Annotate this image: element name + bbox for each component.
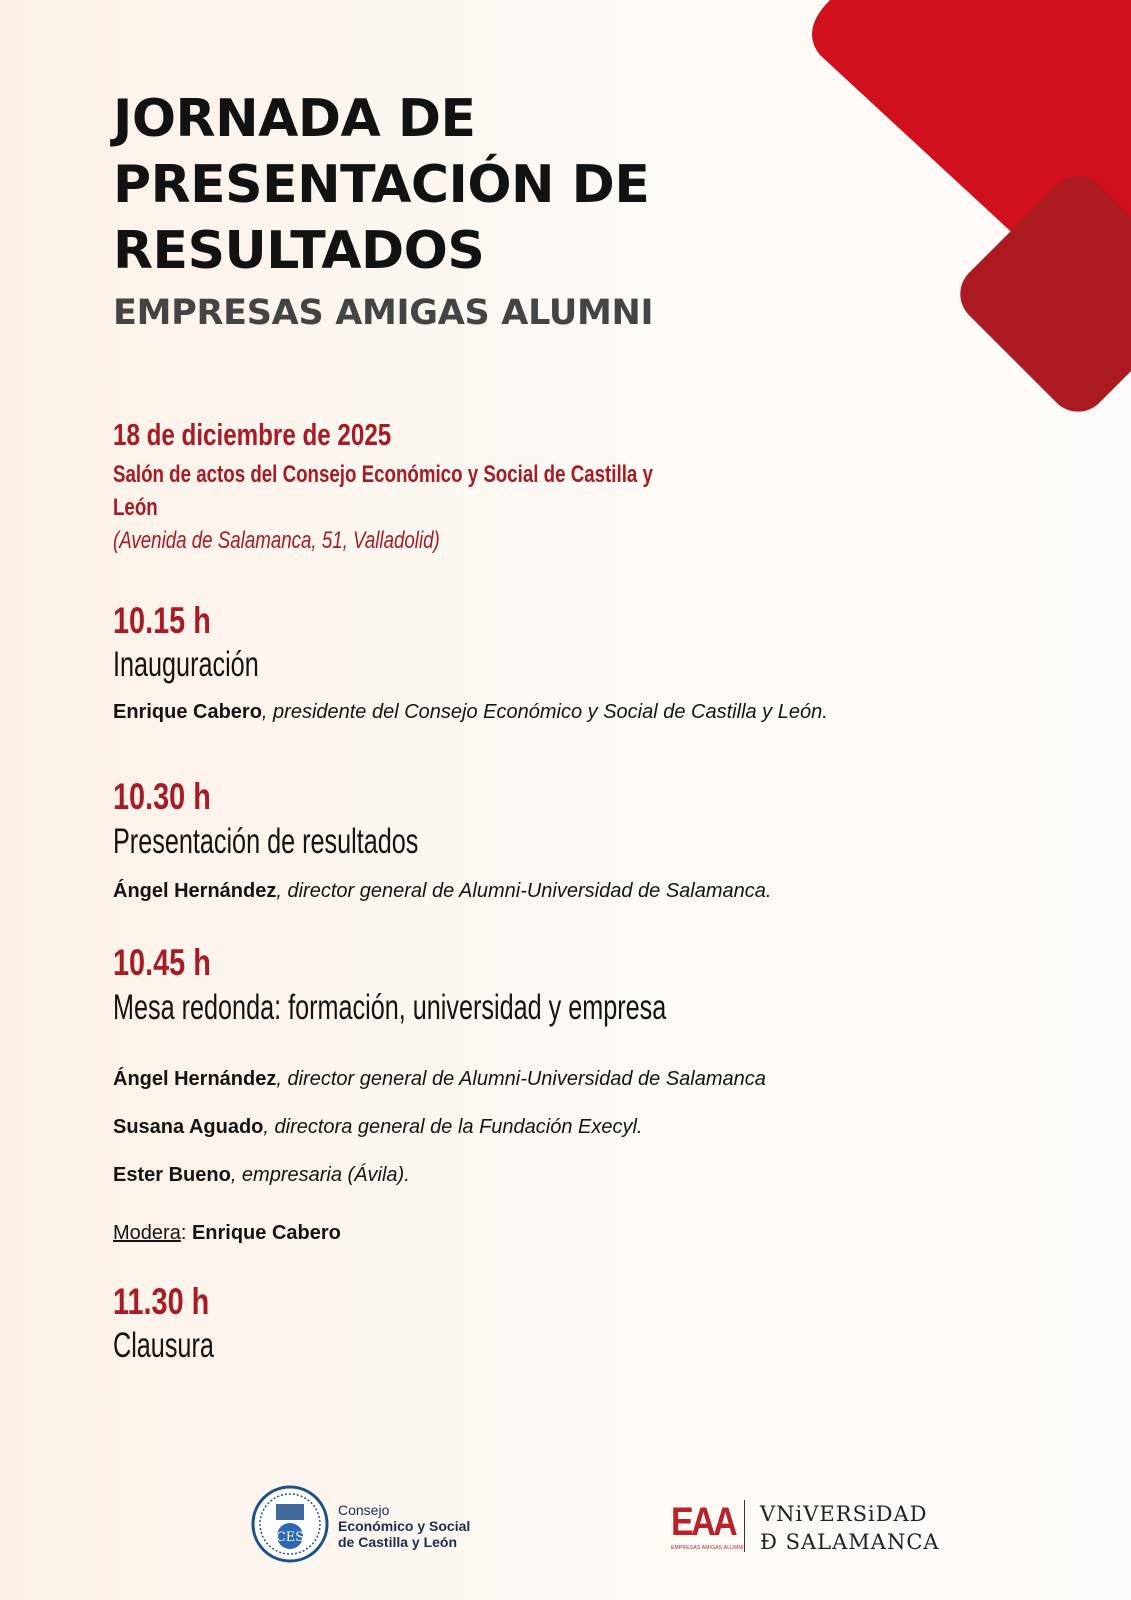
ces-seal-logo <box>250 1484 330 1564</box>
speaker-name: Ester Bueno <box>113 1164 231 1186</box>
speaker-role: , directora general de la Fundación Execyl. <box>263 1116 643 1138</box>
speaker-line <box>113 701 828 724</box>
ces-line-1: Consejo <box>338 1502 390 1518</box>
speaker-line <box>113 1164 410 1187</box>
speaker-line <box>113 880 771 903</box>
program-title: Clausura <box>113 1326 214 1365</box>
ces-seal-text: CES <box>275 1530 305 1545</box>
eaa-logo: EAA <box>671 1500 736 1544</box>
dark-red-diamond-shape <box>948 164 1131 424</box>
program-title: Mesa redonda: formación, universidad y empresa <box>113 988 667 1027</box>
ces-line-3: de Castilla y León <box>338 1534 458 1550</box>
moderator-separator: : <box>180 1222 192 1244</box>
speaker-line <box>113 1116 643 1139</box>
title-line-3: RESULTADOS <box>113 221 485 281</box>
ces-logo-text <box>338 1502 470 1550</box>
title-line-1: JORNADA DE <box>113 89 476 149</box>
program-time: 10.15 h <box>113 600 211 641</box>
usal-line-1: VNiVERSiDAD <box>760 1502 928 1526</box>
moderator-label: Modera <box>113 1222 181 1244</box>
speaker-role: , director general de Alumni-Universidad de Salamanca <box>276 1068 766 1090</box>
venue-line-2: León <box>113 494 158 521</box>
event-venue <box>113 458 667 524</box>
program-time: 11.30 h <box>113 1281 210 1322</box>
event-address: (Avenida de Salamanca, 51, Valladolid) <box>113 527 440 554</box>
speaker-role: , director general de Alumni-Universidad de Salamanca. <box>276 880 772 902</box>
venue-line-1: Salón de actos del Consejo Económico y Social de Castilla y <box>113 461 653 488</box>
moderator-name: Enrique Cabero <box>191 1222 341 1244</box>
speaker-role: , empresaria (Ávila). <box>230 1164 410 1186</box>
speaker-name: Susana Aguado <box>113 1116 264 1138</box>
speaker-name: Enrique Cabero <box>113 701 262 723</box>
usal-line-2: Ð SALAMANCA <box>760 1530 940 1554</box>
speaker-role: , presidente del Consejo Económico y Social de Castilla y León. <box>261 701 828 723</box>
usal-logo <box>760 1500 940 1556</box>
page-subtitle: EMPRESAS AMIGAS ALUMNI <box>113 293 654 333</box>
title-line-2: PRESENTACIÓN DE <box>113 155 650 215</box>
program-time: 10.45 h <box>113 942 211 983</box>
speaker-name: Ángel Hernández <box>113 1068 277 1090</box>
logo-divider <box>744 1500 745 1552</box>
ces-line-2: Económico y Social <box>338 1518 471 1534</box>
moderator-line <box>113 1222 341 1245</box>
page-title <box>113 86 753 284</box>
program-title: Presentación de resultados <box>113 822 419 861</box>
speaker-line <box>113 1068 766 1091</box>
speaker-name: Ángel Hernández <box>113 880 277 902</box>
program-time: 10.30 h <box>113 776 211 817</box>
eaa-caption: EMPRESAS AMIGAS ALUMNI <box>671 1545 744 1551</box>
program-title: Inauguración <box>113 645 259 684</box>
event-date: 18 de diciembre de 2025 <box>113 417 392 452</box>
